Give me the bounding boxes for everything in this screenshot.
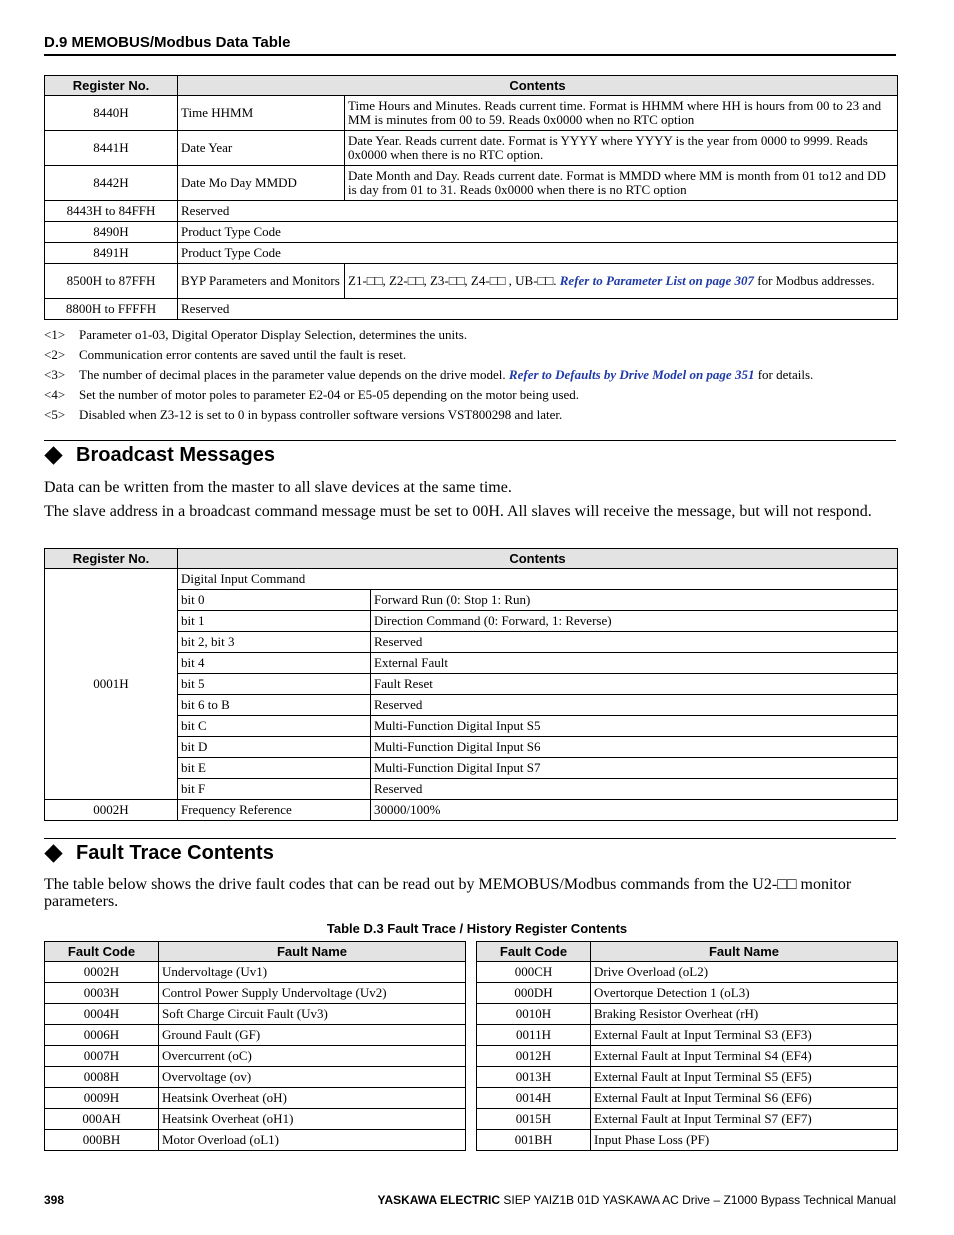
fault-code: 001BH (477, 1130, 591, 1151)
bit-description: Reserved (371, 779, 898, 800)
table-row (477, 1067, 898, 1088)
parameter-list-link[interactable]: Refer to Parameter List on page 307 (559, 273, 755, 288)
header-fault-code: Fault Code (477, 942, 591, 962)
register-table (44, 75, 898, 320)
table-row (477, 1046, 898, 1067)
table-row (477, 962, 898, 983)
register-no: 8441H (45, 131, 178, 166)
table-row (45, 1025, 466, 1046)
fault-code: 000DH (477, 983, 591, 1004)
table-row (45, 222, 898, 243)
footnote-text: Parameter o1-03, Digital Operator Display Selection, determines the units. (79, 327, 468, 342)
footnote (44, 347, 904, 367)
fault-code: 0010H (477, 1004, 591, 1025)
bit-number: bit 4 (178, 653, 371, 674)
bit-description: Multi-Function Digital Input S6 (371, 737, 898, 758)
bit-description: External Fault (371, 653, 898, 674)
table-row (45, 1130, 466, 1151)
footnote-mark: <1> (44, 327, 66, 342)
fault-name: External Fault at Input Terminal S5 (EF5) (591, 1067, 898, 1088)
bit-description: Direction Command (0: Forward, 1: Reverse) (371, 611, 898, 632)
section-divider (44, 440, 896, 441)
register-no: 8443H to 84FFH (45, 201, 178, 222)
bit-description: Reserved (371, 632, 898, 653)
description-text: Z1-□□, Z2-□□, Z3-□□, Z4-□□ , UB-□□. (348, 273, 560, 288)
table-row (477, 1109, 898, 1130)
fault-code: 000CH (477, 962, 591, 983)
fault-name: External Fault at Input Terminal S4 (EF4) (591, 1046, 898, 1067)
header-register-no: Register No. (45, 76, 178, 96)
bit-description: Reserved (371, 695, 898, 716)
table-row (45, 1046, 466, 1067)
fault-trace-title: Fault Trace Contents (76, 842, 274, 864)
table-row (45, 243, 898, 264)
footnote-mark: <4> (44, 387, 66, 402)
table-row (45, 800, 898, 821)
fault-table-left (44, 941, 466, 1151)
footnote-text: Communication error contents are saved until the fault is reset. (79, 347, 407, 362)
table-row (45, 131, 898, 166)
table-row (477, 1025, 898, 1046)
table-row (45, 96, 898, 131)
fault-name: Motor Overload (oL1) (159, 1130, 466, 1151)
description-text: for Modbus addresses. (754, 273, 875, 288)
register-no: 8490H (45, 222, 178, 243)
register-description: Date Year. Reads current date. Format is YYYY where YYYY is the year from 0000 to 9999. Reads 0x0000 when there is no RTC option. (345, 131, 898, 166)
fault-name: Heatsink Overheat (oH1) (159, 1109, 466, 1130)
table-row (45, 983, 466, 1004)
table-row (45, 299, 898, 320)
broadcast-para-2: The slave address in a broadcast command message must be set to 00H. All slaves will receive the message, but will not respond. (44, 503, 872, 520)
footnote-text: The number of decimal places in the parameter value depends on the drive model. (79, 367, 509, 382)
header-contents: Contents (178, 549, 898, 569)
register-name: Frequency Reference (178, 800, 371, 821)
table-row (45, 962, 466, 983)
register-name: Date Mo Day MMDD (178, 166, 345, 201)
fault-name: Braking Resistor Overheat (rH) (591, 1004, 898, 1025)
footnote-text: Disabled when Z3-12 is set to 0 in bypass controller software versions VST800298 and later. (79, 407, 563, 422)
footnote-mark: <2> (44, 347, 66, 362)
register-name: Time HHMM (178, 96, 345, 131)
footer-manual-name: SIEP YAIZ1B 01D YASKAWA AC Drive – Z1000 Bypass Technical Manual (500, 1193, 896, 1207)
fault-name: Overvoltage (ov) (159, 1067, 466, 1088)
fault-code: 0002H (45, 962, 159, 983)
register-name: Reserved (178, 201, 898, 222)
footnote-mark: <5> (44, 407, 66, 422)
fault-code: 0004H (45, 1004, 159, 1025)
register-description (345, 264, 898, 299)
bit-number: bit 1 (178, 611, 371, 632)
fault-name: Input Phase Loss (PF) (591, 1130, 898, 1151)
table-row (45, 201, 898, 222)
bit-description: Multi-Function Digital Input S5 (371, 716, 898, 737)
fault-code: 0006H (45, 1025, 159, 1046)
bit-description: Fault Reset (371, 674, 898, 695)
footnote (44, 327, 904, 347)
fault-code: 0011H (477, 1025, 591, 1046)
footnote-link[interactable]: Refer to Defaults by Drive Model on page 351 (508, 367, 755, 382)
footnote (44, 387, 904, 407)
footnote-text: for details. (754, 367, 814, 382)
fault-code: 0003H (45, 983, 159, 1004)
fault-name: Overcurrent (oC) (159, 1046, 466, 1067)
bit-number: bit C (178, 716, 371, 737)
fault-name: Control Power Supply Undervoltage (Uv2) (159, 983, 466, 1004)
header-fault-name: Fault Name (159, 942, 466, 962)
table-row (45, 166, 898, 201)
fault-code: 000AH (45, 1109, 159, 1130)
register-no: 0002H (45, 800, 178, 821)
broadcast-table (44, 548, 898, 821)
fault-name: Heatsink Overheat (oH) (159, 1088, 466, 1109)
register-name: Date Year (178, 131, 345, 166)
header-register-no: Register No. (45, 549, 178, 569)
footnotes (44, 327, 904, 427)
fault-code: 0013H (477, 1067, 591, 1088)
fault-name: External Fault at Input Terminal S7 (EF7) (591, 1109, 898, 1130)
fault-code: 0012H (477, 1046, 591, 1067)
bit-number: bit 2, bit 3 (178, 632, 371, 653)
register-name: Product Type Code (178, 243, 898, 264)
bit-number: bit 5 (178, 674, 371, 695)
fault-code: 0009H (45, 1088, 159, 1109)
fault-table-right (476, 941, 898, 1151)
page-number: 398 (44, 1193, 65, 1207)
fault-code: 0015H (477, 1109, 591, 1130)
register-value: 30000/100% (371, 800, 898, 821)
table-row (45, 1067, 466, 1088)
register-no: 8491H (45, 243, 178, 264)
table-row (45, 1088, 466, 1109)
fault-trace-heading (44, 842, 274, 865)
fault-name: Soft Charge Circuit Fault (Uv3) (159, 1004, 466, 1025)
diamond-bullet-icon (44, 844, 62, 862)
broadcast-para-1: Data can be written from the master to all slave devices at the same time. (44, 479, 512, 496)
section-header: D.9 MEMOBUS/Modbus Data Table (44, 34, 291, 51)
table-row (45, 569, 898, 590)
bit-number: bit 6 to B (178, 695, 371, 716)
fault-name: Overtorque Detection 1 (oL3) (591, 983, 898, 1004)
fault-name: Undervoltage (Uv1) (159, 962, 466, 983)
register-no: 8800H to FFFFH (45, 299, 178, 320)
footer-manual-title (378, 1193, 896, 1207)
register-name: Reserved (178, 299, 898, 320)
bit-number: bit F (178, 779, 371, 800)
fault-code: 0008H (45, 1067, 159, 1088)
table-row (45, 1109, 466, 1130)
header-fault-code: Fault Code (45, 942, 159, 962)
header-contents: Contents (178, 76, 898, 96)
fault-name: Drive Overload (oL2) (591, 962, 898, 983)
diamond-bullet-icon (44, 446, 62, 464)
table-row (45, 1004, 466, 1025)
fault-code: 0014H (477, 1088, 591, 1109)
footer-brand: YASKAWA ELECTRIC (377, 1193, 501, 1207)
table-row (45, 264, 898, 299)
bit-number: bit D (178, 737, 371, 758)
table-caption: Table D.3 Fault Trace / History Register Contents (326, 921, 628, 936)
fault-name: External Fault at Input Terminal S6 (EF6) (591, 1088, 898, 1109)
bit-description: Forward Run (0: Stop 1: Run) (371, 590, 898, 611)
register-no: 0001H (45, 569, 178, 800)
fault-name: Ground Fault (GF) (159, 1025, 466, 1046)
bit-description: Multi-Function Digital Input S7 (371, 758, 898, 779)
table-row (477, 1130, 898, 1151)
footnote (44, 367, 904, 387)
register-description: Time Hours and Minutes. Reads current time. Format is HHMM where HH is hours from 00 to 23 and MM is minutes from 00 to 59. Reads 0x0000 when no RTC option (345, 96, 898, 131)
footnote-text: Set the number of motor poles to parameter E2-04 or E5-05 depending on the motor being used. (79, 387, 580, 402)
section-rule (44, 54, 896, 56)
register-no: 8440H (45, 96, 178, 131)
register-no: 8500H to 87FFH (45, 264, 178, 299)
broadcast-title: Broadcast Messages (76, 444, 275, 466)
table-row (477, 1088, 898, 1109)
section-divider (44, 838, 896, 839)
register-name: BYP Parameters and Monitors (178, 264, 345, 299)
header-fault-name: Fault Name (591, 942, 898, 962)
fault-code: 000BH (45, 1130, 159, 1151)
group-title: Digital Input Command (178, 569, 898, 590)
bit-number: bit E (178, 758, 371, 779)
fault-name: External Fault at Input Terminal S3 (EF3) (591, 1025, 898, 1046)
bit-number: bit 0 (178, 590, 371, 611)
footnote (44, 407, 904, 427)
table-row (477, 983, 898, 1004)
fault-code: 0007H (45, 1046, 159, 1067)
register-description: Date Month and Day. Reads current date. Format is MMDD where MM is month from 01 to12 and DD is day from 01 to 31. Reads 0x0000 when there is no RTC option (345, 166, 898, 201)
register-name: Product Type Code (178, 222, 898, 243)
fault-trace-para: The table below shows the drive fault codes that can be read out by MEMOBUS/Modbus commands from the U2-□□ monitor parameters. (44, 876, 852, 910)
footnote-mark: <3> (44, 367, 66, 382)
register-no: 8442H (45, 166, 178, 201)
broadcast-heading (44, 444, 275, 467)
table-row (477, 1004, 898, 1025)
